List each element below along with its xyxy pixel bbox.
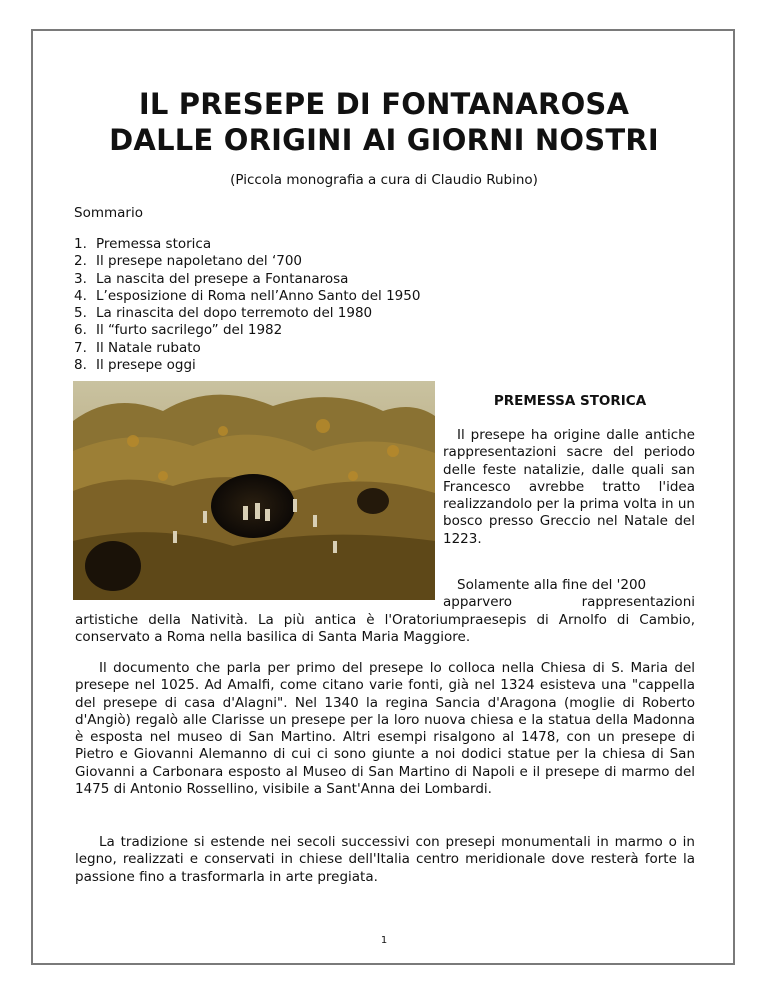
toc-number: 4. (74, 287, 87, 304)
paragraph-4: La tradizione si estende nei secoli successivi con presepi monumentali in marmo o in legno, realizzati e conservati in chiese dell'Italia centro meridionale dove resterà forte la passione fino a trasformarla in arte pregiata. (75, 834, 695, 885)
toc-label: L’esposizione di Roma nell’Anno Santo del 1950 (96, 287, 421, 304)
paragraph-2-rest: artistiche della Natività. La più antica è l'Oratoriumpraesepis di Arnolfo di Cambio, conservato a Roma nella basilica di Santa Maria Maggiore. (75, 611, 695, 645)
table-of-contents (74, 236, 420, 374)
toc-number: 7. (74, 339, 87, 356)
toc-label: La nascita del presepe a Fontanarosa (96, 270, 349, 287)
paragraph-2-word-a: apparvero (443, 594, 513, 611)
toc-number: 6. (74, 322, 87, 339)
title-line-2: DALLE ORIGINI AI GIORNI NOSTRI (109, 123, 659, 157)
nativity-scene-illustration (73, 381, 435, 600)
paragraph-2-line-2 (75, 594, 695, 611)
toc-item (74, 236, 420, 253)
toc-label: Il “furto sacrilego” del 1982 (96, 322, 283, 339)
summary-label: Sommario (74, 205, 143, 221)
toc-item (74, 305, 420, 322)
toc-item (74, 288, 420, 305)
document-title (0, 86, 768, 158)
paragraph-2-word-b: rappresentazioni (581, 594, 695, 611)
intro-column (443, 427, 695, 548)
paragraph-1: Il presepe ha origine dalle antiche rappresentazioni sacre del periodo delle feste natalizie, dalle quali san Francesco avrebbe tratto l'idea realizzandolo per la prima volta in un bosco presso Greccio nel Natale del 1223. (443, 427, 695, 547)
paragraph-3: Il documento che parla per primo del presepe lo colloca nella Chiesa di S. Maria del presepe nel 1025. Ad Amalfi, come citano varie fonti, già nel 1324 esisteva una "cappella del presepe di casa d'Alagni". Nel 1340 la regina Sancia d'Aragona (moglie di Roberto d'Angiò) regalò alle Clarisse un presepe per la loro nuova chiesa e la statua della Madonna è esposta nel museo di San Martino. Altri esempi risalgono al 1478, con un presepe di Pietro e Giovanni Alemanno di cui ci sono giunte a noi dodici statue per la chiesa di San Giovanni a Carbonara esposto al Museo di San Martino di Napoli e il presepe di marmo del 1475 di Antonio Rossellino, visibile a Sant'Anna dei Lombardi. (75, 660, 695, 798)
toc-label: Il presepe napoletano del ‘700 (96, 253, 303, 270)
toc-number: 3. (74, 270, 87, 287)
paragraph-2 (75, 577, 695, 646)
section-heading: PREMESSA STORICA (493, 393, 647, 409)
paragraph-2-line-1: Solamente alla fine del '200 (457, 577, 647, 593)
toc-label: Premessa storica (96, 236, 212, 252)
toc-label: Il presepe oggi (96, 357, 196, 374)
toc-item (74, 271, 420, 288)
page-number: 1 (380, 935, 388, 946)
toc-number: 5. (74, 305, 87, 322)
toc-item (74, 253, 420, 270)
toc-label: Il Natale rubato (96, 339, 201, 356)
toc-item (74, 322, 420, 339)
toc-number: 2. (74, 253, 87, 270)
toc-item (74, 340, 420, 357)
toc-number: 8. (74, 357, 87, 374)
nativity-scene-photo (73, 381, 435, 600)
subtitle: (Piccola monografia a cura di Claudio Rubino) (230, 172, 538, 188)
toc-item (74, 357, 420, 374)
toc-number: 1. (74, 236, 87, 252)
title-line-1: IL PRESEPE DI FONTANAROSA (138, 87, 630, 121)
toc-label: La rinascita del dopo terremoto del 1980 (96, 305, 373, 322)
